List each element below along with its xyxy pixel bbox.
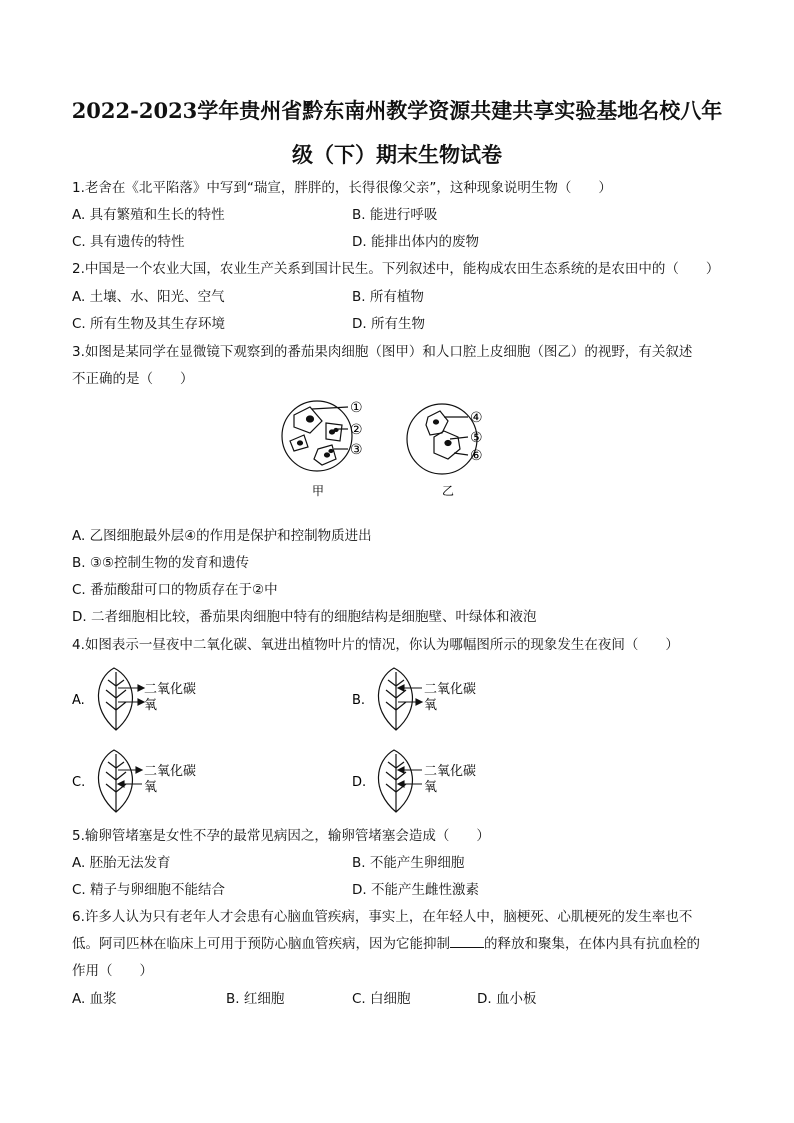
q2-option-c[interactable]: C. 所有生物及其生存环境 [72, 316, 226, 332]
q3-option-b[interactable]: B. ③⑤控制生物的发育和遗传 [72, 555, 250, 571]
q3-label-2: ② [350, 422, 363, 438]
q6-stem-line2 [72, 935, 700, 953]
arrow-mixed-icon [398, 685, 422, 705]
q3-label-5: ⑤ [470, 430, 483, 446]
q4-d-o2: 氧 [424, 780, 438, 795]
q1-option-a[interactable]: A. 具有繁殖和生长的特性 [72, 207, 225, 223]
q4-option-a-label: A. [72, 693, 85, 708]
q1-stem: 1.老舍在《北平陷落》中写到“瑞宣，胖胖的，长得很像父亲”，这种现象说明生物（ ） [72, 180, 612, 196]
arrow-in-icon [398, 767, 422, 787]
q4-option-d-label: D. [352, 775, 367, 790]
q6-option-a[interactable]: A. 血浆 [72, 991, 117, 1007]
q5-option-a[interactable]: A. 胚胎无法发育 [72, 855, 171, 871]
q3-option-d[interactable]: D. 二者细胞相比较，番茄果肉细胞中特有的细胞结构是细胞壁、叶绿体和液泡 [72, 609, 537, 625]
q6-stem-line2-part2: 的释放和聚集，在体内具有抗血栓的 [484, 936, 700, 952]
q6-stem-line3: 作用（ ） [72, 963, 153, 979]
q2-stem: 2.中国是一个农业大国，农业生产关系到国计民生。下列叙述中，能构成农田生态系统的是农田中的（ ） [72, 261, 720, 277]
q3-option-a[interactable]: A. 乙图细胞最外层④的作用是保护和控制物质进出 [72, 528, 372, 544]
leaf-icon [98, 668, 132, 730]
leaf-icon [98, 750, 132, 812]
q5-option-c[interactable]: C. 精子与卵细胞不能结合 [72, 882, 226, 898]
q4-option-c[interactable] [70, 746, 220, 816]
q4-b-o2: 氧 [424, 698, 438, 713]
q4-option-b-label: B. [352, 693, 366, 708]
q6-stem-line2-part1: 低。阿司匹林在临床上可用于预防心脑血管疾病，因为它能抑制 [72, 936, 450, 952]
q1-option-c[interactable]: C. 具有遗传的特性 [72, 234, 185, 250]
q3-label-1: ① [350, 400, 363, 416]
exam-title-line2: 级（下）期末生物试卷 [292, 142, 502, 167]
cheek-cell-view-icon [407, 404, 477, 474]
q4-option-d[interactable] [350, 746, 500, 816]
q4-c-o2: 氧 [144, 780, 158, 795]
q4-option-b[interactable] [350, 664, 500, 734]
q1-option-b[interactable]: B. 能进行呼吸 [352, 207, 438, 223]
tomato-cell-view-icon [282, 401, 352, 471]
q4-stem: 4.如图表示一昼夜中二氧化碳、氧进出植物叶片的情况，你认为哪幅图所示的现象发生在夜间（ ） [72, 637, 679, 653]
q4-d-co2: 二氧化碳 [424, 764, 477, 779]
q2-option-d[interactable]: D. 所有生物 [352, 316, 425, 332]
leaf-icon [378, 668, 412, 730]
q3-label-3: ③ [350, 442, 363, 458]
q2-option-b[interactable]: B. 所有植物 [352, 289, 424, 305]
q5-stem: 5.输卵管堵塞是女性不孕的最常见病因之，输卵管堵塞会造成（ ） [72, 828, 490, 844]
leaf-icon [378, 750, 412, 812]
q3-label-6: ⑥ [470, 448, 483, 464]
q4-a-o2: 氧 [144, 698, 158, 713]
q3-label-yi: 乙 [442, 484, 455, 498]
q5-option-b[interactable]: B. 不能产生卵细胞 [352, 855, 465, 871]
q3-option-c[interactable]: C. 番茄酸甜可口的物质存在于②中 [72, 582, 278, 598]
q4-option-a[interactable] [70, 664, 220, 734]
arrow-out-icon [118, 685, 144, 705]
q4-b-co2: 二氧化碳 [424, 682, 477, 697]
q2-option-a[interactable]: A. 土壤、水、阳光、空气 [72, 289, 225, 305]
q6-answer-blank [450, 935, 484, 948]
q6-option-d[interactable]: D. 血小板 [477, 991, 537, 1007]
q3-stem-line1: 3.如图是某同学在显微镜下观察到的番茄果肉细胞（图甲）和人口腔上皮细胞（图乙）的视野，有关叙述 [72, 344, 693, 360]
q6-option-c[interactable]: C. 白细胞 [352, 991, 411, 1007]
arrow-mixed-icon [118, 767, 142, 787]
q3-label-4: ④ [470, 410, 483, 426]
q4-option-c-label: C. [72, 775, 86, 790]
q4-a-co2: 二氧化碳 [144, 682, 197, 697]
q1-option-d[interactable]: D. 能排出体内的废物 [352, 234, 479, 250]
q4-c-co2: 二氧化碳 [144, 764, 197, 779]
q3-cell-figure [270, 393, 530, 505]
q3-stem-line2: 不正确的是（ ） [72, 371, 194, 387]
exam-title-line1: 2022-2023学年贵州省黔东南州教学资源共建共享实验基地名校八年 [71, 98, 723, 123]
q3-label-jia: 甲 [312, 484, 325, 498]
q6-stem-line1: 6.许多人认为只有老年人才会患有心脑血管疾病，事实上，在年轻人中，脑梗死、心肌梗死的发生率也不 [72, 909, 693, 925]
q6-option-b[interactable]: B. 红细胞 [226, 991, 285, 1007]
q5-option-d[interactable]: D. 不能产生雌性激素 [352, 882, 479, 898]
